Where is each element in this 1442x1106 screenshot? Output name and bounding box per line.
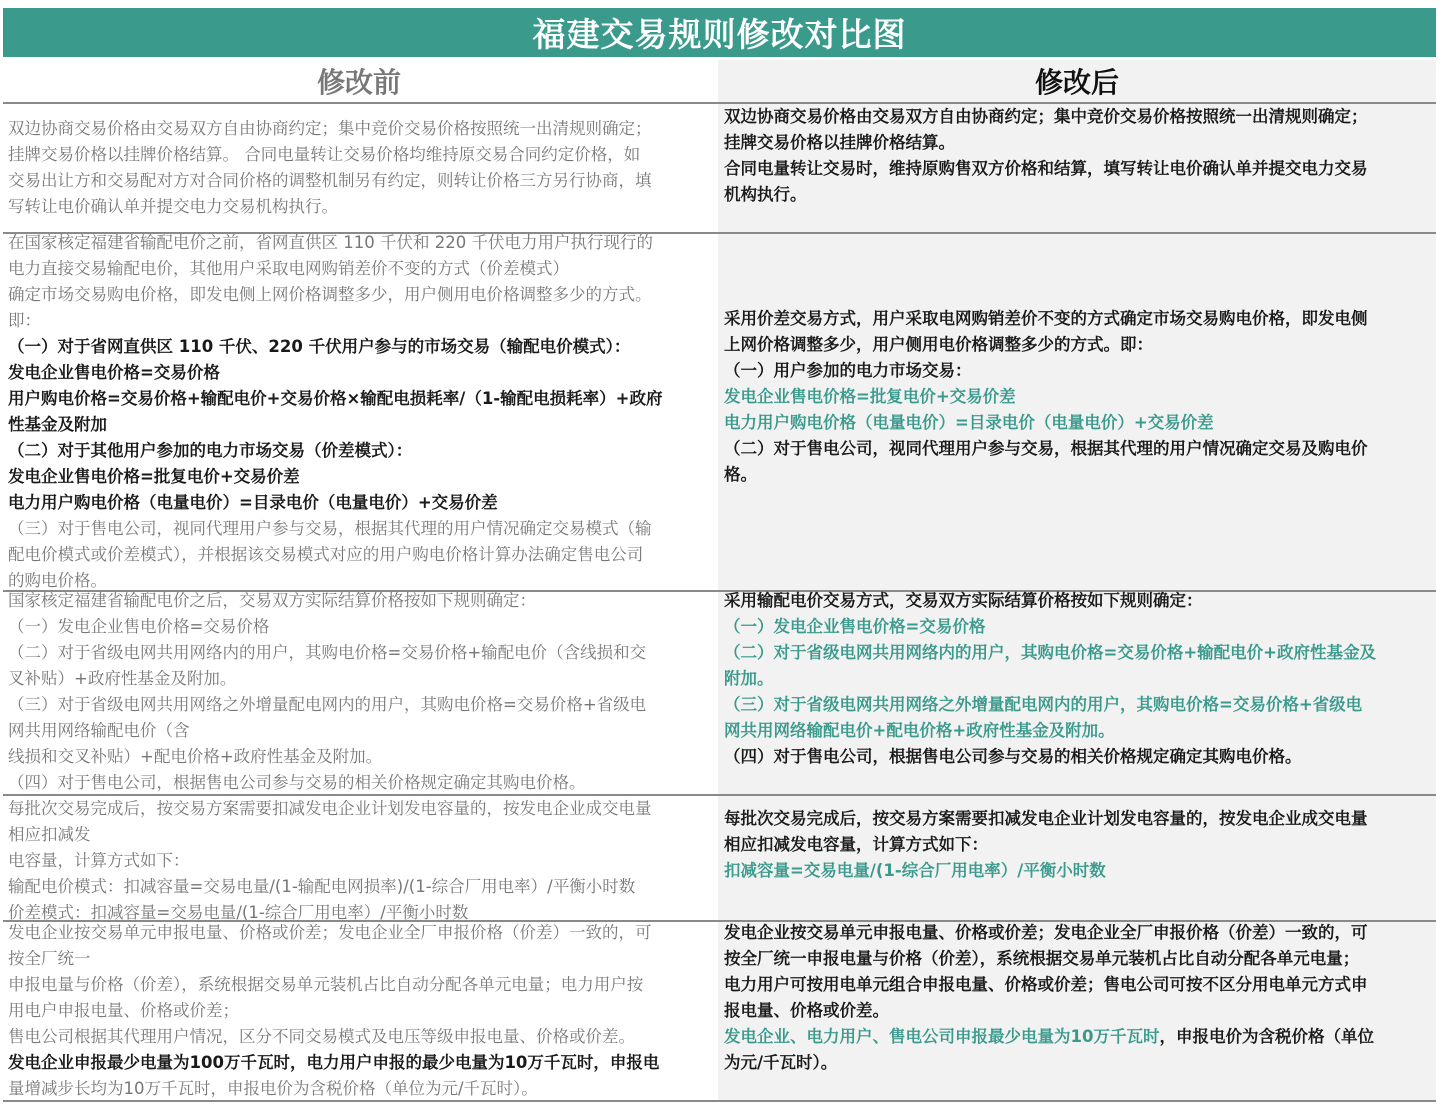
text-line: 线损和交叉补贴）+配电价格+政府性基金及附加。 [8,747,383,766]
text-line: 报电量、价格或价差。 [724,1001,889,1020]
highlight-text: 发电企业、电力用户、售电公司申报最少电量为10万千瓦时 [724,1027,1160,1046]
text-line: （一）发电企业售电价格=交易价格 [8,617,270,636]
text-line: （三）对于售电公司，视同代理用户参与交易，根据其代理的用户情况确定交易模式（输 [8,519,652,538]
text-line: 量增减步长均为10万千瓦时，申报电价为含税价格（单位为元/千瓦时）。 [8,1079,538,1098]
row4-before [8,796,714,920]
text-line: 采用输配电价交易方式，交易双方实际结算价格按如下规则确定： [724,591,1203,610]
text-line: 为元/千瓦时）。 [724,1053,838,1072]
text-line: 每批次交易完成后，按交易方案需要扣减发电企业计划发电容量的，按发电企业成交电量 [724,809,1368,828]
text-line: 电力用户可按用电单元组合申报电量、价格或价差；售电公司可按不区分用电单元方式申 [724,975,1368,994]
text-line: （三）对于省级电网共用网络之外增量配电网内的用户，其购电价格=交易价格+省级电 [724,695,1363,714]
text-line: 发电企业售电价格=批复电价+交易价差 [8,467,300,486]
text-line: 价差模式：扣减容量=交易电量/(1-综合厂用电率）/平衡小时数 [8,903,469,920]
text-line: （二）对于省级电网共用网络内的用户，其购电价格=交易价格+输配电价（含线损和交 [8,643,647,662]
text-line: （四）对于售电公司，根据售电公司参与交易的相关价格规定确定其购电价格。 [8,773,586,792]
header-after: 修改后 [718,60,1436,102]
text-line: 在国家核定福建省输配电价之前，省网直供区 110 千伏和 220 千伏电力用户执行现行的 [8,233,653,252]
text-line [724,1024,1430,1050]
text-line: （一）发电企业售电价格=交易价格 [724,617,986,636]
text-line: 机构执行。 [724,185,807,204]
text-line: 输配电价模式：扣减容量=交易电量/(1-输配电网损率)/(1-综合厂用电率）/平衡小时数 [8,877,636,896]
text-line: 相应扣减发 [8,825,91,844]
text-line: 双边协商交易价格由交易双方自由协商约定；集中竞价交易价格按照统一出清规则确定； [724,107,1368,126]
text-line: 性基金及附加 [8,415,107,434]
text-line: 采用价差交易方式，用户采取电网购销差价不变的方式确定市场交易购电价格，即发电侧 [724,309,1368,328]
row3-before [8,588,714,794]
text-line: （四）对于售电公司，根据售电公司参与交易的相关价格规定确定其购电价格。 [724,747,1302,766]
text-line: 发电企业按交易单元申报电量、价格或价差；发电企业全厂申报价格（价差）一致的，可 [724,923,1368,942]
text-line: （一）用户参加的电力市场交易： [724,361,972,380]
text-line: 扣减容量=交易电量/(1-综合厂用电率）/平衡小时数 [724,861,1106,880]
text-line: 电力直接交易输配电价，其他用户采取电网购销差价不变的方式（价差模式） [8,259,569,278]
text-line: 确定市场交易购电价格，即发电侧上网价格调整多少，用户侧用电价格调整多少的方式。 [8,285,652,304]
row2-before [8,230,714,590]
text-line: 每批次交易完成后，按交易方案需要扣减发电企业计划发电容量的，按发电企业成交电量 [8,799,652,818]
text-line: 合同电量转让交易时，维持原购售双方价格和结算，填写转让电价确认单并提交电力交易 [724,159,1368,178]
text-line: 电容量，计算方式如下： [8,851,190,870]
text-line: 申报电量与价格（价差），系统根据交易单元装机占比自动分配各单元电量；电力用户按 [8,975,644,994]
text-line: 上网价格调整多少，用户侧用电价格调整多少的方式。即： [724,335,1153,354]
text-line: 双边协商交易价格由交易双方自由协商约定；集中竞价交易价格按照统一出清规则确定； [8,119,652,138]
text-line: 按全厂统一 [8,949,91,968]
text-line: 用户购电价格=交易价格+输配电价+交易价格×输配电损耗率/（1-输配电损耗率）+政府 [8,389,663,408]
text-line: （三）对于省级电网共用网络之外增量配电网内的用户，其购电价格=交易价格+省级电 [8,695,647,714]
text-line: 的购电价格。 [8,571,107,590]
text-line: 网共用网络输配电价+配电价格+政府性基金及附加。 [724,721,1115,740]
text-line: 用电户申报电量、价格或价差； [8,1001,239,1020]
text-line: 即： [8,311,41,330]
header-before: 修改前 [3,60,715,102]
text-line: 国家核定福建省输配电价之后，交易双方实际结算价格按如下规则确定： [8,591,536,610]
text-line: 发电企业售电价格=交易价格 [8,363,220,382]
text-line: （二）对于省级电网共用网络内的用户，其购电价格=交易价格+输配电价+政府性基金及 [724,643,1376,662]
row-divider [3,1100,1436,1102]
text-line: 发电企业申报最少电量为100万千瓦时，电力用户申报的最少电量为10万千瓦时，申报电 [8,1053,660,1072]
text-line: （二）对于售电公司，视同代理用户参与交易，根据其代理的用户情况确定交易及购电价 [724,439,1368,458]
text-line: （一）对于省网直供区 110 千伏、220 千伏用户参与的市场交易（输配电价模式）： [8,337,631,356]
text-line: 发电企业按交易单元申报电量、价格或价差；发电企业全厂申报价格（价差）一致的，可 [8,923,652,942]
text-line: 售电公司根据其代理用户情况，区分不同交易模式及电压等级申报电量、价格或价差。 [8,1027,635,1046]
page-title: 福建交易规则修改对比图 [3,8,1436,57]
text-line: 附加。 [724,669,774,688]
text-line: （二）对于其他用户参加的电力市场交易（价差模式）： [8,441,413,460]
row5-before [8,920,714,1100]
text-line: 电力用户购电价格（电量电价）=目录电价（电量电价）+交易价差 [724,413,1214,432]
text-line: 交易出让方和交易配对方对合同价格的调整机制另有约定，则转让价格三方另行协商，填 [8,171,652,190]
text-line: 按全厂统一申报电量与价格（价差），系统根据交易单元装机占比自动分配各单元电量； [724,949,1360,968]
row2-after [724,306,1430,488]
row4-after [724,806,1430,886]
text-continuation: ，申报电价为含税价格（单位 [1159,1027,1374,1046]
text-line: 挂牌交易价格以挂牌价格结算。 合同电量转让交易价格均维持原交易合同约定价格，如 [8,145,641,164]
text-line: 网共用网络输配电价（含 [8,721,190,740]
text-line: 挂牌交易价格以挂牌价格结算。 [724,133,955,152]
text-line: 电力用户购电价格（电量电价）=目录电价（电量电价）+交易价差 [8,493,498,512]
row1-before [8,116,714,228]
text-line: 写转让电价确认单并提交电力交易机构执行。 [8,197,338,216]
text-line: 叉补贴）+政府性基金及附加。 [8,669,237,688]
row3-after [724,588,1430,770]
row5-after [724,920,1430,1080]
text-line: 相应扣减发电容量，计算方式如下： [724,835,988,854]
row1-after [724,104,1430,230]
text-line: 发电企业售电价格=批复电价+交易价差 [724,387,1016,406]
text-line: 配电价模式或价差模式），并根据该交易模式对应的用户购电价格计算办法确定售电公司 [8,545,644,564]
text-line: 格。 [724,465,757,484]
